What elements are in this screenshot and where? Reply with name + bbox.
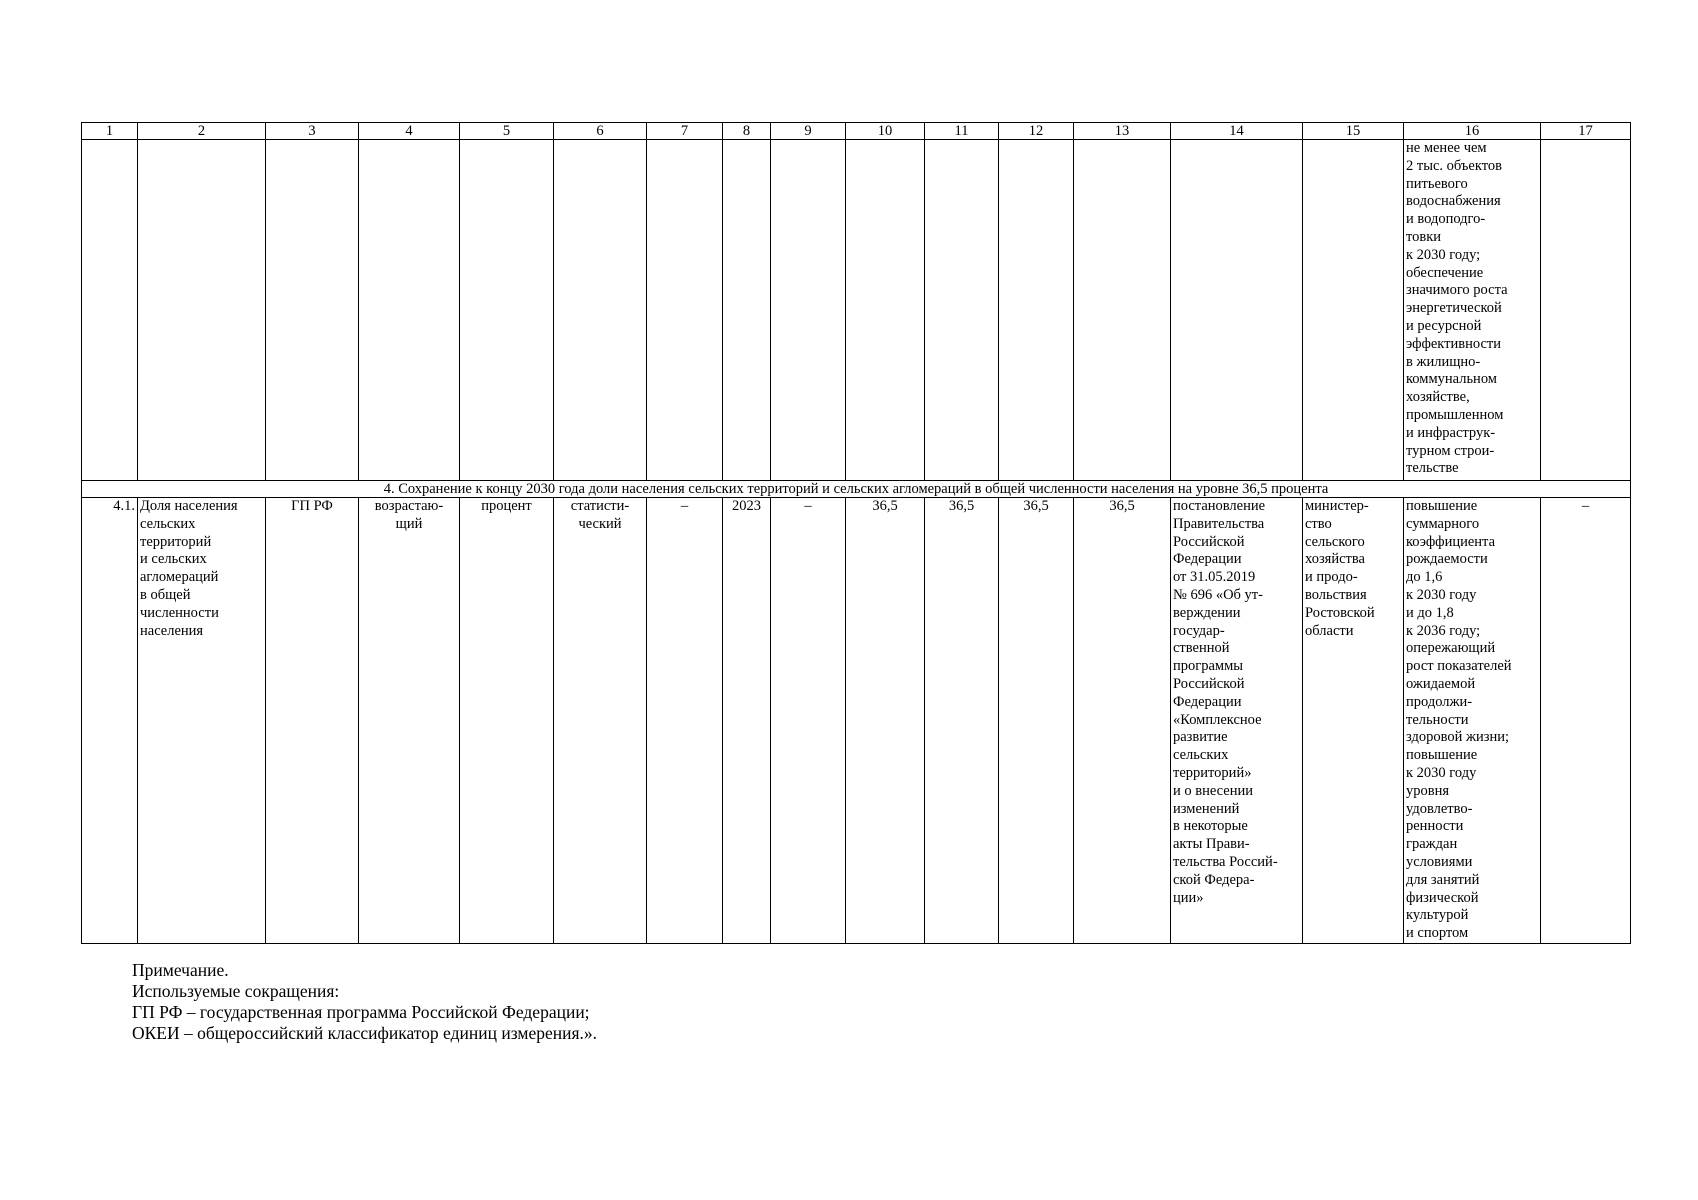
- row-number: 4.1.: [82, 498, 138, 944]
- continuation-goals-cell: [1404, 140, 1541, 481]
- column-number: 15: [1303, 123, 1404, 140]
- table-cell: [359, 140, 460, 481]
- table-cell: [1303, 140, 1404, 481]
- col17-value: –: [1541, 498, 1631, 944]
- note-abbreviation-gp-rf: ГП РФ – государственная программа Российской Федерации;: [132, 1002, 590, 1022]
- indicator-trend-cell: [359, 498, 460, 944]
- table-cell: [846, 140, 925, 481]
- table-cell: [1171, 140, 1303, 481]
- table-cell: [925, 140, 999, 481]
- table-cell: [266, 140, 359, 481]
- table-cell: [999, 140, 1074, 481]
- table-cell: [647, 140, 723, 481]
- value-2025: 36,5: [846, 498, 925, 944]
- indicator-level: ГП РФ: [266, 498, 359, 944]
- value-2024: –: [771, 498, 846, 944]
- indicator-unit: процент: [460, 498, 554, 944]
- continuation-goals-text: не менее чем 2 тыс. объектов питьевого водоснабжения и водоподго- товки к 2030 году; обеспечение значимого роста энергетической и ресурсной эффективности в жилищно- коммунальном хозяйстве, промышленном и инфраструк- турном строи- тельстве: [1406, 140, 1508, 477]
- column-number: 7: [647, 123, 723, 140]
- column-number: 11: [925, 123, 999, 140]
- value-2026: 36,5: [925, 498, 999, 944]
- table-cell: [1074, 140, 1171, 481]
- column-number: 3: [266, 123, 359, 140]
- column-number: 4: [359, 123, 460, 140]
- table-cell: [771, 140, 846, 481]
- goals-text: повышение суммарного коэффициента рождаемости до 1,6 к 2030 году и до 1,8 к 2036 году; опережающий рост показателей ожидаемой продолжи- тельности здоровой жизни; повышение к 2030 году уровня удовлетво- ренности граждан условиями для занятий физической культурой и спортом: [1406, 498, 1512, 942]
- table-cell: [1541, 140, 1631, 481]
- responsible-cell: [1303, 498, 1404, 944]
- table-cell: [723, 140, 771, 481]
- column-number: 5: [460, 123, 554, 140]
- column-number: 9: [771, 123, 846, 140]
- column-number: 12: [999, 123, 1074, 140]
- note-abbreviations-heading: Используемые сокращения:: [132, 981, 340, 1001]
- column-number-row: [82, 123, 1631, 140]
- notes-block: [132, 960, 597, 1044]
- column-number: 13: [1074, 123, 1171, 140]
- table-row: [82, 498, 1631, 944]
- value-2027: 36,5: [999, 498, 1074, 944]
- indicator-name: Доля населения сельских территорий и сельских агломераций в общей численности населения: [140, 498, 238, 639]
- document-text: постановление Правительства Российской Федерации от 31.05.2019 № 696 «Об ут- верждении государ- ственной программы Российской Федерации «Комплексное развитие сельских территорий» и о внесении изменений в некоторые акты Прави- тельства Россий- ской Федера- ции»: [1173, 498, 1278, 906]
- column-number: 16: [1404, 123, 1541, 140]
- column-number: 17: [1541, 123, 1631, 140]
- section-row: [82, 481, 1631, 498]
- indicator-type: статисти- ческий: [570, 498, 630, 532]
- indicator-name-cell: [138, 498, 266, 944]
- responsible-text: министер- ство сельского хозяйства и продо- вольствия Ростовской области: [1305, 498, 1375, 639]
- indicator-type-cell: [554, 498, 647, 944]
- indicator-trend: возрастаю- щий: [374, 498, 444, 532]
- note-title: Примечание.: [132, 960, 229, 980]
- document-cell: [1171, 498, 1303, 944]
- column-number: 2: [138, 123, 266, 140]
- column-number: 14: [1171, 123, 1303, 140]
- base-value: –: [647, 498, 723, 944]
- column-number: 10: [846, 123, 925, 140]
- column-number: 8: [723, 123, 771, 140]
- section-title: 4. Сохранение к концу 2030 года доли населения сельских территорий и сельских агломераций в общей численности населения на уровне 36,5 процента: [82, 481, 1631, 498]
- table-cell: [554, 140, 647, 481]
- base-year: 2023: [723, 498, 771, 944]
- continuation-row: [82, 140, 1631, 481]
- note-abbreviation-okei: ОКЕИ – общероссийский классификатор единиц измерения.».: [132, 1023, 598, 1043]
- column-number: 6: [554, 123, 647, 140]
- goals-cell: [1404, 498, 1541, 944]
- table-cell: [82, 140, 138, 481]
- indicators-table: [81, 122, 1631, 944]
- column-number: 1: [82, 123, 138, 140]
- value-2030: 36,5: [1074, 498, 1171, 944]
- table-cell: [138, 140, 266, 481]
- table-cell: [460, 140, 554, 481]
